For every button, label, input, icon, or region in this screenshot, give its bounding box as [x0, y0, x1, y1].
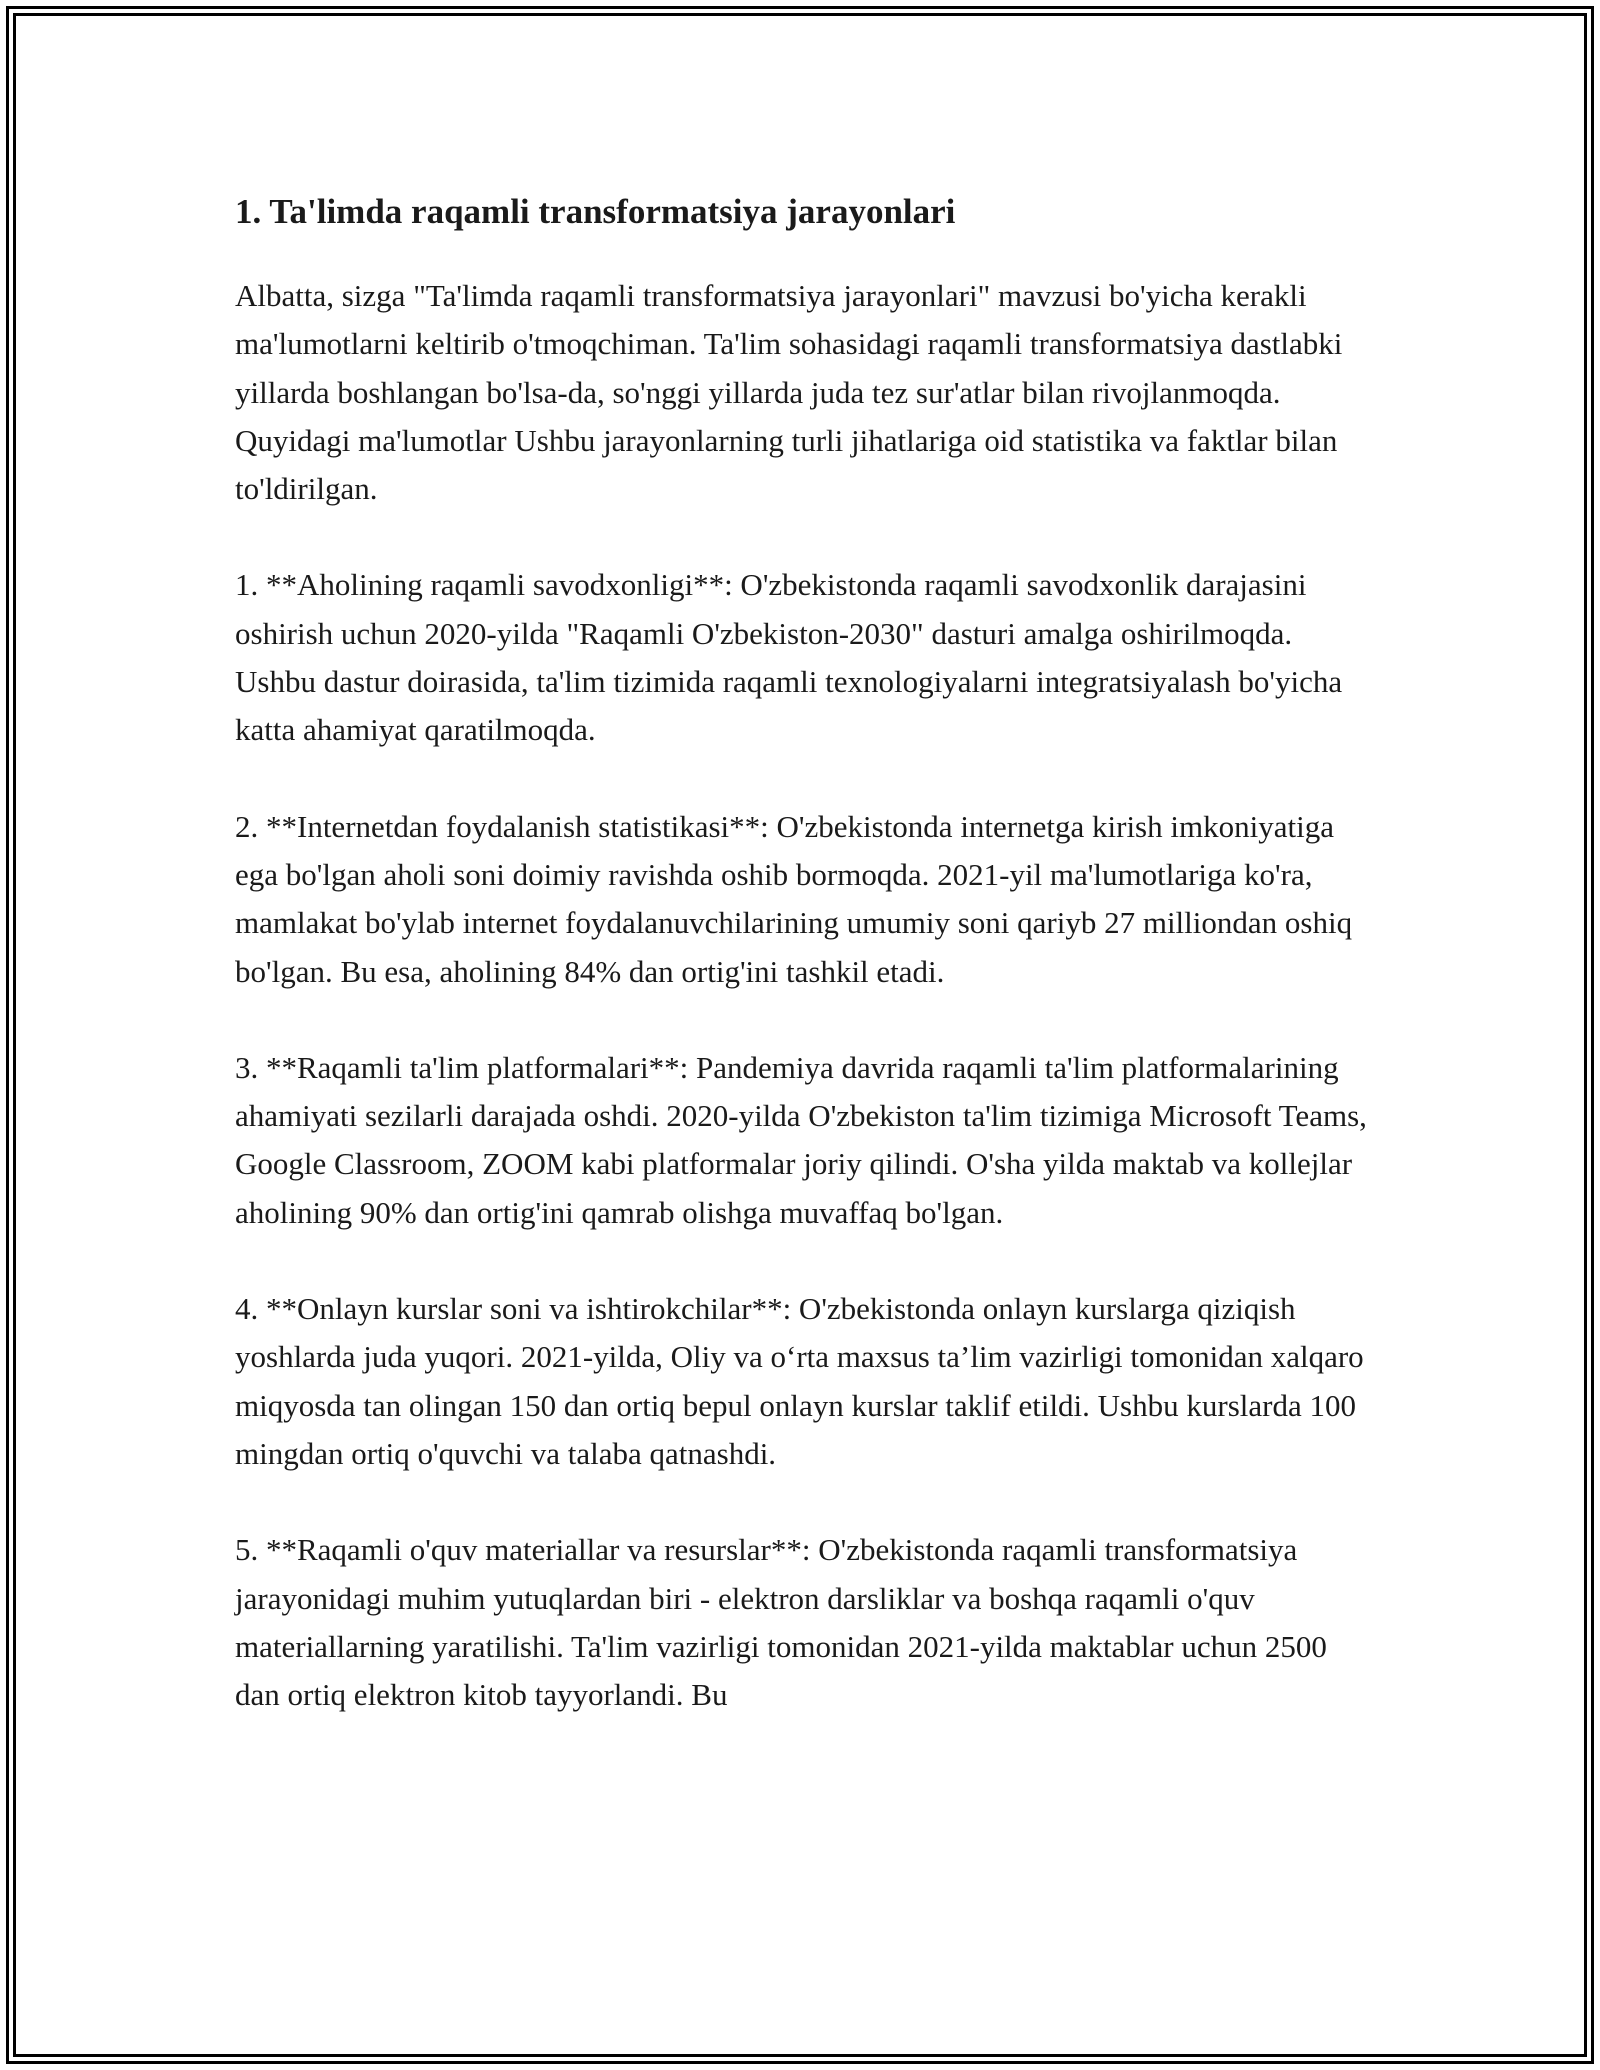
paragraph-online-courses: 4. **Onlayn kurslar soni va ishtirokchilar**: O'zbekistonda onlayn kurslarga qiziqish yoshlarda juda yuqori. 2021-yilda, Oliy va o‘rta maxsus ta’lim vazirligi tomonidan xalqaro miqyosda tan olingan 150 dan ortiq bepul onlayn kurslar taklif etildi. Ushbu kurslarda 100 mingdan ortiq o'quvchi va talaba qatnashdi. [235, 1291, 1364, 1471]
paragraph-digital-materials: 5. **Raqamli o'quv materiallar va resurslar**: O'zbekistonda raqamli transformatsiya jarayonidagi muhim yutuqlardan biri - elektron darsliklar va boshqa raqamli o'quv materiallarning yaratilishi. Ta'lim vazirligi tomonidan 2021-yilda maktablar uchun 2500 dan ortiq elektron kitob tayyorlandi. Bu [235, 1532, 1327, 1713]
paragraph-internet-statistics: 2. **Internetdan foydalanish statistikasi**: O'zbekistonda internetga kirish imkoniyatiga ega bo'lgan aholi soni doimiy ravishda oshib bormoqda. 2021-yil ma'lumotlariga ko'ra, mamlakat bo'ylab internet foydalanuvchilarining umumiy soni qariyb 27 milliondan oshiq bo'lgan. Bu esa, aholining 84% dan ortig'ini tashkil etadi. [235, 808, 1353, 989]
paragraph-digital-literacy: 1. **Aholining raqamli savodxonligi**: O'zbekistonda raqamli savodxonlik darajasini oshirish uchun 2020-yilda "Raqamli O'zbekiston-2030" dasturi amalga oshirilmoqda. Ushbu dastur doirasida, ta'lim tizimida raqamli texnologiyalarni integratsiyalash bo'yicha katta ahamiyat qaratilmoqda. [235, 567, 1343, 748]
document-title: 1. Ta'limda raqamli transformatsiya jarayonlari [235, 192, 956, 231]
paragraph-digital-platforms: 3. **Raqamli ta'lim platformalari**: Pandemiya davrida raqamli ta'lim platformalarining ahamiyati sezilarli darajada oshdi. 2020-yilda O'zbekiston ta'lim tizimiga Microsoft Teams, Google Classroom, ZOOM kabi platformalar joriy qilindi. O'sha yilda maktab va kollejlar aholining 90% dan ortig'ini qamrab olishga muvaffaq bo'lgan. [235, 1049, 1367, 1230]
paragraph-intro: Albatta, sizga "Ta'limda raqamli transformatsiya jarayonlari" mavzusi bo'yicha kerakli ma'lumotlarni keltirib o'tmoqchiman. Ta'lim sohasidagi raqamli transformatsiya dastlabki yillarda boshlangan bo'lsa-da, so'nggi yillarda juda tez sur'atlar bilan rivojlanmoqda. Quyidagi ma'lumotlar Ushbu jarayonlarning turli jihatlariga oid statistika va faktlar bilan to'ldirilgan. [235, 278, 1343, 507]
document-page [235, 188, 1375, 1719]
